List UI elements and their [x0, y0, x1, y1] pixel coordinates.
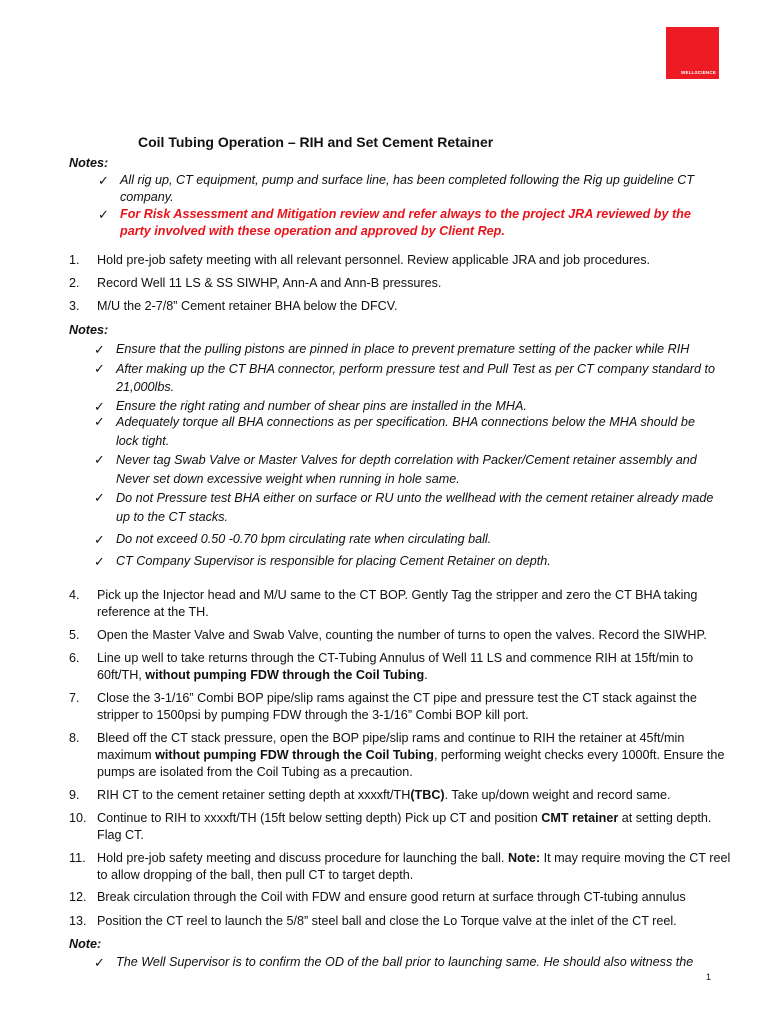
notes-heading-2: Notes: [69, 323, 109, 337]
logo-text: WELLSCIENCE [681, 70, 716, 75]
step-number: 5. [69, 628, 80, 642]
check-icon: ✓ [94, 414, 105, 429]
step-number: 9. [69, 788, 80, 802]
page-number: 1 [706, 972, 712, 982]
step-text: Close the 3-1/16” Combi BOP pipe/slip rams against the CT pipe and pressure test the CT stack against the stripper to 1500psi by pumping FDW through the 3-1/16” Combi BOP kill port. [97, 691, 697, 722]
step-number: 6. [69, 651, 80, 665]
check-icon: ✓ [94, 490, 105, 505]
check-icon: ✓ [94, 342, 105, 357]
step-text: Bleed off the CT stack pressure, open the BOP pipe/slip rams and continue to RIH the retainer at 45ft/min maximum without pumping FDW through the Coil Tubing, performing weight checks every 1000ft. Ensure the pumps are isolated from the Coil Tubing as a precaution. [97, 731, 725, 779]
step-number: 2. [69, 276, 80, 290]
note-text: Never tag Swab Valve or Master Valves for depth correlation with Packer/Cement retainer assembly and Never set down excessive weight when running in hole same. [116, 453, 697, 486]
step-text: Line up well to take returns through the CT-Tubing Annulus of Well 11 LS and commence RIH at 15ft/min to 60ft/TH, without pumping FDW through the Coil Tubing. [97, 651, 694, 682]
note-text: Do not exceed 0.50 -0.70 bpm circulating rate when circulating ball. [116, 532, 492, 546]
company-logo [666, 27, 719, 79]
note-text: CT Company Supervisor is responsible for placing Cement Retainer on depth. [116, 554, 551, 568]
note-text: For Risk Assessment and Mitigation review and refer always to the project JRA reviewed by the party involved with these operation and approved by Client Rep. [120, 207, 691, 238]
notes-heading-3: Note: [69, 937, 102, 951]
check-icon: ✓ [94, 955, 105, 970]
note-text: Do not Pressure test BHA either on surface or RU unto the wellhead with the cement retainer already made up to the CT stacks. [116, 491, 714, 524]
step-number: 4. [69, 588, 80, 602]
step-text: Continue to RIH to xxxxft/TH (15ft below setting depth) Pick up CT and position CMT retainer at setting depth. Flag CT. [97, 811, 712, 842]
step-text: Record Well 11 LS & SS SIWHP, Ann-A and Ann-B pressures. [97, 276, 442, 290]
note-text: Ensure the right rating and number of shear pins are installed in the MHA. [116, 399, 527, 413]
step-text: Break circulation through the Coil with FDW and ensure good return at surface through CT-tubing annulus [97, 890, 686, 904]
check-icon: ✓ [94, 399, 105, 414]
page-title: Coil Tubing Operation – RIH and Set Cement Retainer [138, 134, 494, 150]
note-text: Adequately torque all BHA connections as per specification. BHA connections below the MHA should be lock tight. [116, 415, 695, 448]
step-number: 10. [69, 811, 87, 825]
step-number: 7. [69, 691, 80, 705]
check-icon: ✓ [98, 207, 109, 222]
step-text: Hold pre-job safety meeting with all relevant personnel. Review applicable JRA and job procedures. [97, 253, 651, 267]
check-icon: ✓ [94, 452, 105, 467]
step-number: 3. [69, 299, 80, 313]
step-text: Pick up the Injector head and M/U same to the CT BOP. Gently Tag the stripper and zero the CT BHA taking reference at the TH. [97, 588, 698, 619]
check-icon: ✓ [98, 173, 109, 188]
step-number: 11. [69, 851, 86, 865]
check-icon: ✓ [94, 361, 105, 376]
step-number: 1. [69, 253, 80, 267]
note-text: After making up the CT BHA connector, perform pressure test and Pull Test as per CT company standard to 21,000lbs. [116, 362, 715, 394]
step-text: Hold pre-job safety meeting and discuss procedure for launching the ball. Note: It may require moving the CT reel to allow dropping of the ball, then pull CT to target depth. [97, 851, 731, 882]
step-text: RIH CT to the cement retainer setting depth at xxxxft/TH(TBC). Take up/down weight and record same. [97, 788, 671, 802]
check-icon: ✓ [94, 554, 105, 569]
step-number: 12. [69, 890, 87, 904]
step-number: 8. [69, 731, 80, 745]
step-text: Open the Master Valve and Swab Valve, counting the number of turns to open the valves. Record the SIWHP. [97, 628, 707, 642]
step-text: Position the CT reel to launch the 5/8” steel ball and close the Lo Torque valve at the inlet of the CT reel. [97, 914, 677, 928]
check-icon: ✓ [94, 532, 105, 547]
note-text: All rig up, CT equipment, pump and surface line, has been completed following the Rig up guideline CT company. [120, 173, 695, 204]
step-number: 13. [69, 914, 87, 928]
note-text: Ensure that the pulling pistons are pinned in place to prevent premature setting of the packer while RIH [116, 342, 690, 356]
note-text: The Well Supervisor is to confirm the OD of the ball prior to launching same. He should also witness the [116, 955, 694, 969]
notes-heading-1: Notes: [69, 156, 109, 170]
step-text: M/U the 2-7/8” Cement retainer BHA below the DFCV. [97, 299, 398, 313]
